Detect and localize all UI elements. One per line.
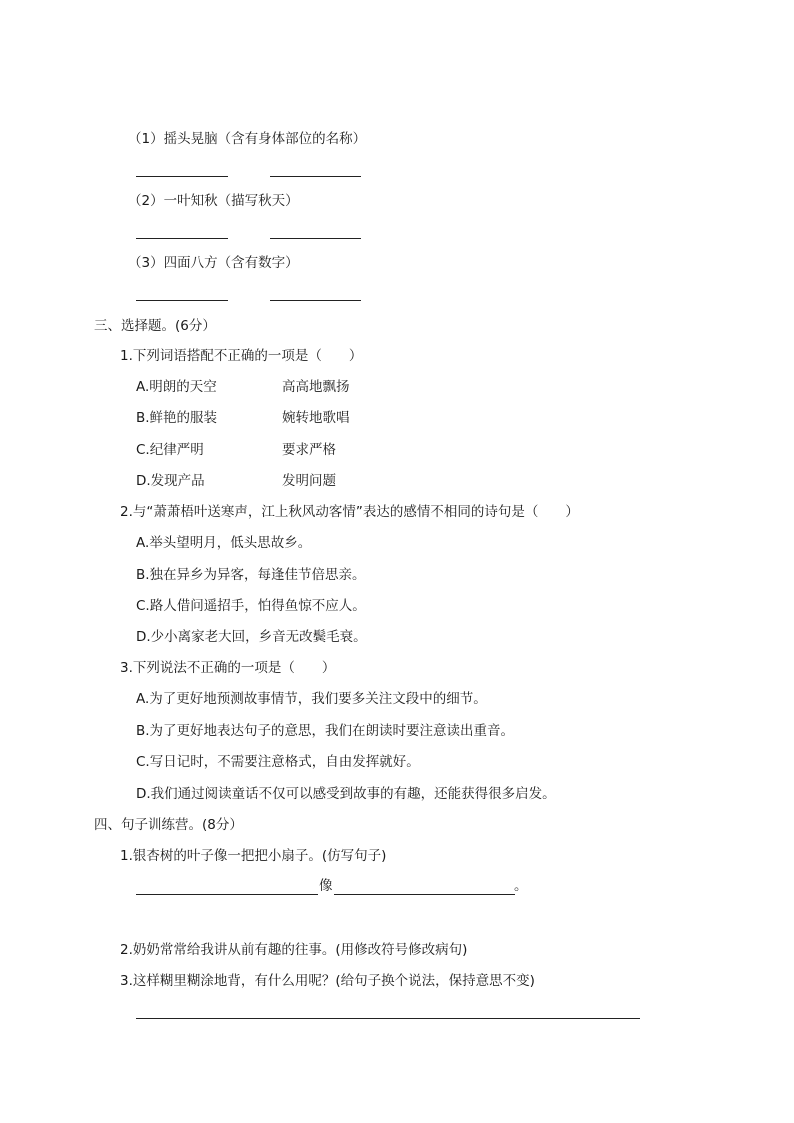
answer-blank[interactable] (136, 176, 228, 177)
sentence-end-punct: 。 (514, 878, 528, 894)
section-heading: 三、选择题。(6分） (94, 318, 216, 334)
answer-blank[interactable] (136, 1018, 640, 1019)
section-heading: 四、句子训练营。(8分） (94, 817, 243, 833)
answer-blank[interactable] (136, 894, 318, 895)
question-stem: 2.与“萧萧梧叶送寒声，江上秋风动客情”表达的感情不相同的诗句是（ ） (120, 504, 579, 520)
option-b: B.为了更好地表达句子的意思，我们在朗读时要注意读出重音。 (136, 723, 515, 739)
answer-blank[interactable] (334, 894, 515, 895)
question-stem: 3.下列说法不正确的一项是（ ） (120, 660, 336, 676)
option-a: A.为了更好地预测故事情节，我们要多关注文段中的细节。 (136, 691, 487, 707)
idiom-prompt-1: （1）摇头晃脑（含有身体部位的名称） (128, 131, 367, 147)
question-stem: 2.奶奶常常给我讲从前有趣的往事。(用修改符号修改病句) (120, 942, 468, 958)
option-c-pair: 要求严格 (282, 442, 336, 458)
question-stem: 3.这样糊里糊涂地背，有什么用呢？(给句子换个说法，保持意思不变) (120, 973, 535, 989)
option-d: D.我们通过阅读童话不仅可以感受到故事的有趣，还能获得很多启发。 (136, 786, 556, 802)
option-b: B.鲜艳的服装 (136, 410, 218, 426)
option-c: C.纪律严明 (136, 442, 204, 458)
question-stem: 1.下列词语搭配不正确的一项是（ ） (120, 348, 363, 364)
answer-blank[interactable] (270, 238, 361, 239)
option-d: D.少小离家老大回，乡音无改鬓毛衰。 (136, 629, 367, 645)
option-c: C.路人借问遥招手，怕得鱼惊不应人。 (136, 598, 366, 614)
option-d: D.发现产品 (136, 473, 205, 489)
option-c: C.写日记时，不需要注意格式，自由发挥就好。 (136, 754, 420, 770)
option-d-pair: 发明问题 (282, 473, 336, 489)
option-a-pair: 高高地飘扬 (282, 379, 350, 395)
option-b-pair: 婉转地歌唱 (282, 410, 350, 426)
answer-blank[interactable] (270, 300, 361, 301)
idiom-prompt-3: （3）四面八方（含有数字） (128, 255, 299, 271)
option-a: A.举头望明月，低头思故乡。 (136, 535, 312, 551)
sentence-middle-word: 像 (319, 878, 333, 894)
answer-blank[interactable] (270, 176, 361, 177)
question-stem: 1.银杏树的叶子像一把把小扇子。(仿写句子) (120, 848, 387, 864)
answer-blank[interactable] (136, 238, 228, 239)
answer-blank[interactable] (136, 300, 228, 301)
idiom-prompt-2: （2）一叶知秋（描写秋天） (128, 193, 299, 209)
option-b: B.独在异乡为异客，每逢佳节倍思亲。 (136, 567, 366, 583)
option-a: A.明朗的天空 (136, 379, 217, 395)
